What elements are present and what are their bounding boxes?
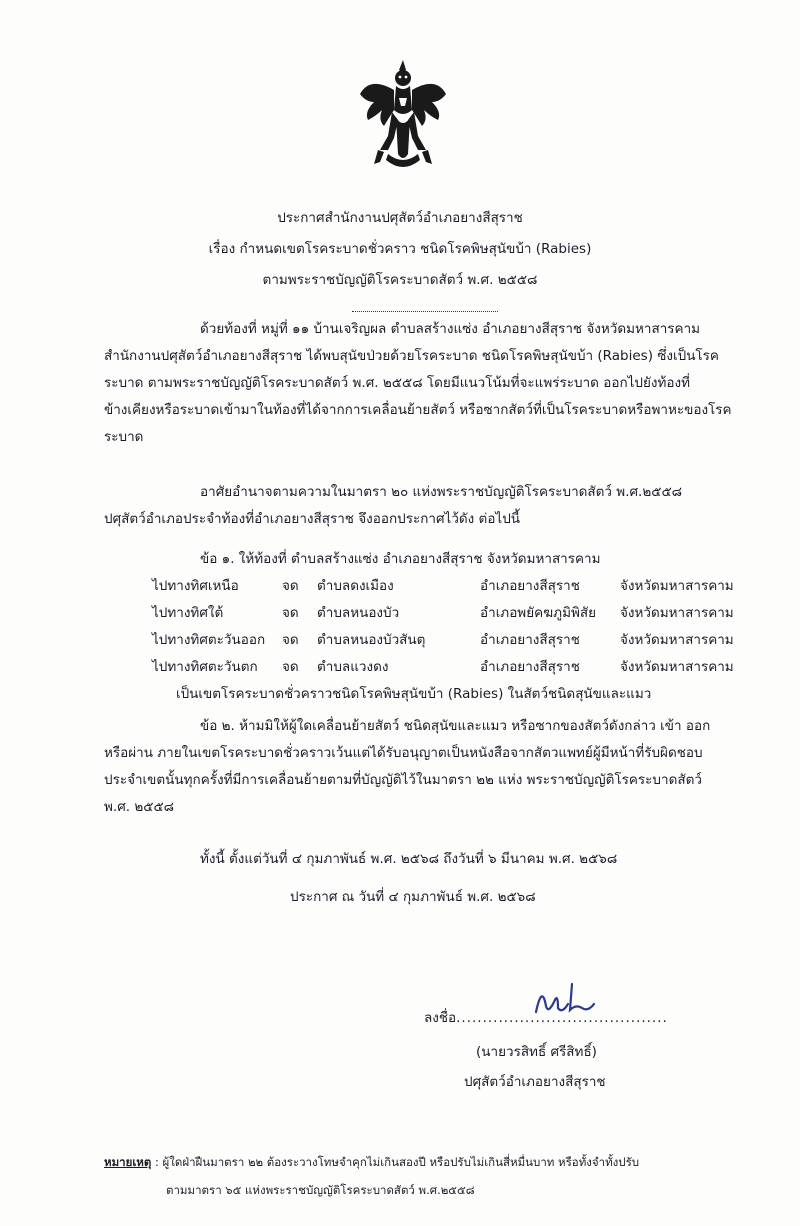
- clause-2-line: ประจำเขตนั้นทุกครั้งที่มีการเคลื่อนย้ายตามที่บัญญัติไว้ในมาตรา ๒๒ แห่ง พระราชบัญญัติโรคระบาดสัตว์: [104, 772, 702, 788]
- clause-2-line: ข้อ ๒. ห้ามมิให้ผู้ใดเคลื่อนย้ายสัตว์ ชนิดสุนัขและแมว หรือซากของสัตว์ดังกล่าว เข้า ออก: [200, 718, 711, 734]
- amphoe: อำเภอพยัคฆภูมิพิสัย: [480, 605, 597, 621]
- announcement-date: [290, 884, 536, 911]
- garuda-emblem-icon: [358, 58, 448, 178]
- direction: ไปทางทิศตะวันออก: [152, 632, 266, 648]
- tambon: ตำบลหนองบัว: [317, 605, 400, 621]
- intro-line: ข้างเคียงหรือระบาดเข้ามาในท้องที่ได้จากการเคลื่อนย้ายสัตว์ หรือซากสัตว์ที่เป็นโรคระบาดหรือพาหะของโรค: [104, 402, 732, 418]
- amphoe: อำเภอยางสีสุราช: [480, 659, 580, 675]
- amphoe: อำเภอยางสีสุราช: [480, 578, 580, 594]
- signer-name: (นายวรสิทธิ์ ศรีสิทธิ์): [476, 1044, 597, 1060]
- province: จังหวัดมหาสารคาม: [620, 605, 734, 621]
- header-line-3: ตามพระราชบัญญัติโรคระบาดสัตว์ พ.ศ. ๒๕๕๘: [262, 272, 538, 288]
- header-line-2: เรื่อง กำหนดเขตโรคระบาดชั่วคราว ชนิดโรคพิษสุนัขบ้า (Rabies): [208, 241, 592, 257]
- clause-1-title: [200, 546, 601, 573]
- direction: ไปทางทิศใต้: [152, 605, 224, 621]
- boundary-table: [152, 574, 752, 684]
- signer-position: ปศุสัตว์อำเภอยางสีสุราช: [464, 1074, 606, 1090]
- province: จังหวัดมหาสารคาม: [620, 578, 734, 594]
- adjacent-label: จด: [282, 605, 299, 621]
- tambon: ตำบลหนองบัวสันตุ: [317, 632, 426, 648]
- adjacent-label: จด: [282, 632, 299, 648]
- effective-period: [200, 846, 617, 873]
- clause-1-title-text: ข้อ ๑. ให้ท้องที่ ตำบลสร้างแซ่ง อำเภอยางสีสุราช จังหวัดมหาสารคาม: [200, 551, 601, 567]
- intro-line: สำนักงานปศุสัตว์อำเภอยางสีสุราช ได้พบสุนัขป่วยด้วยโรคระบาด ชนิดโรคพิษสุนัขบ้า (Rabies) ซึ่งเป็นโรค: [104, 348, 719, 364]
- authority-line: อาศัยอำนาจตามความในมาตรา ๒๐ แห่งพระราชบัญญัติโรคระบาดสัตว์ พ.ศ.๒๕๕๘: [200, 484, 683, 500]
- footnote-text: : ผู้ใดฝ่าฝืนมาตรา ๒๒ ต้องระวางโทษจำคุกไม่เกินสองปี หรือปรับไม่เกินสี่หมื่นบาท หรือทั้งจำทั้งปรับ: [155, 1155, 640, 1169]
- effective-period-text: ทั้งนี้ ตั้งแต่วันที่ ๔ กุมภาพันธ์ พ.ศ. ๒๕๖๘ ถึงวันที่ ๖ มีนาคม พ.ศ. ๒๕๖๘: [200, 851, 618, 867]
- tambon: ตำบลแวงดง: [317, 659, 389, 675]
- amphoe: อำเภอยางสีสุราช: [480, 632, 580, 648]
- clause-2-line: หรือผ่าน ภายในเขตโรคระบาดชั่วคราวเว้นแต่ได้รับอนุญาตเป็นหนังสือจากสัตวแพทย์ผู้มีหน้าที่รับผิดชอบ: [104, 745, 703, 761]
- header-separator: [352, 311, 498, 312]
- footnote-line-1: [104, 1154, 639, 1172]
- header-line-1: ประกาศสำนักงานปศุสัตว์อำเภอยางสีสุราช: [277, 210, 523, 226]
- authority-line: ปศุสัตว์อำเภอประจำท้องที่อำเภอยางสีสุราช จึงออกประกาศไว้ดัง ต่อไปนี้: [104, 511, 521, 527]
- clause-2-paragraph: [104, 713, 710, 821]
- footnote-label: หมายเหตุ: [104, 1155, 152, 1169]
- clause-1-conclusion-text: เป็นเขตโรคระบาดชั่วคราวชนิดโรคพิษสุนัขบ้า (Rabies) ในสัตว์ชนิดสุนัขและแมว: [176, 686, 652, 702]
- sign-label: ลงชื่อ: [424, 1010, 457, 1026]
- intro-line: ระบาด: [104, 429, 144, 445]
- signature-line: ลงชื่อ........................................: [424, 1010, 668, 1026]
- adjacent-label: จด: [282, 659, 299, 675]
- adjacent-label: จด: [282, 578, 299, 594]
- tambon: ตำบลดงเมือง: [317, 578, 394, 594]
- province: จังหวัดมหาสารคาม: [620, 632, 734, 648]
- handwritten-signature: [528, 978, 608, 1020]
- intro-line: ระบาด ตามพระราชบัญญัติโรคระบาดสัตว์ พ.ศ. ๒๕๕๘ โดยมีแนวโน้มที่จะแพร่ระบาด ออกไปยังท้องที่: [104, 375, 690, 391]
- footnote-line-2: ตามมาตรา ๖๕ แห่งพระราชบัญญัติโรคระบาดสัตว์ พ.ศ.๒๕๕๘: [166, 1183, 475, 1197]
- clause-2-line: พ.ศ. ๒๕๕๘: [104, 799, 175, 815]
- authority-paragraph: [104, 479, 682, 533]
- direction: ไปทางทิศเหนือ: [152, 578, 239, 594]
- announcement-date-text: ประกาศ ณ วันที่ ๔ กุมภาพันธ์ พ.ศ. ๒๕๖๘: [290, 889, 536, 905]
- clause-1-conclusion: [176, 681, 651, 708]
- intro-paragraph: [104, 316, 732, 451]
- province: จังหวัดมหาสารคาม: [620, 659, 734, 675]
- direction: ไปทางทิศตะวันตก: [152, 659, 258, 675]
- intro-line: ด้วยท้องที่ หมู่ที่ ๑๑ บ้านเจริญผล ตำบลสร้างแซ่ง อำเภอยางสีสุราช จังหวัดมหาสารคาม: [200, 321, 701, 337]
